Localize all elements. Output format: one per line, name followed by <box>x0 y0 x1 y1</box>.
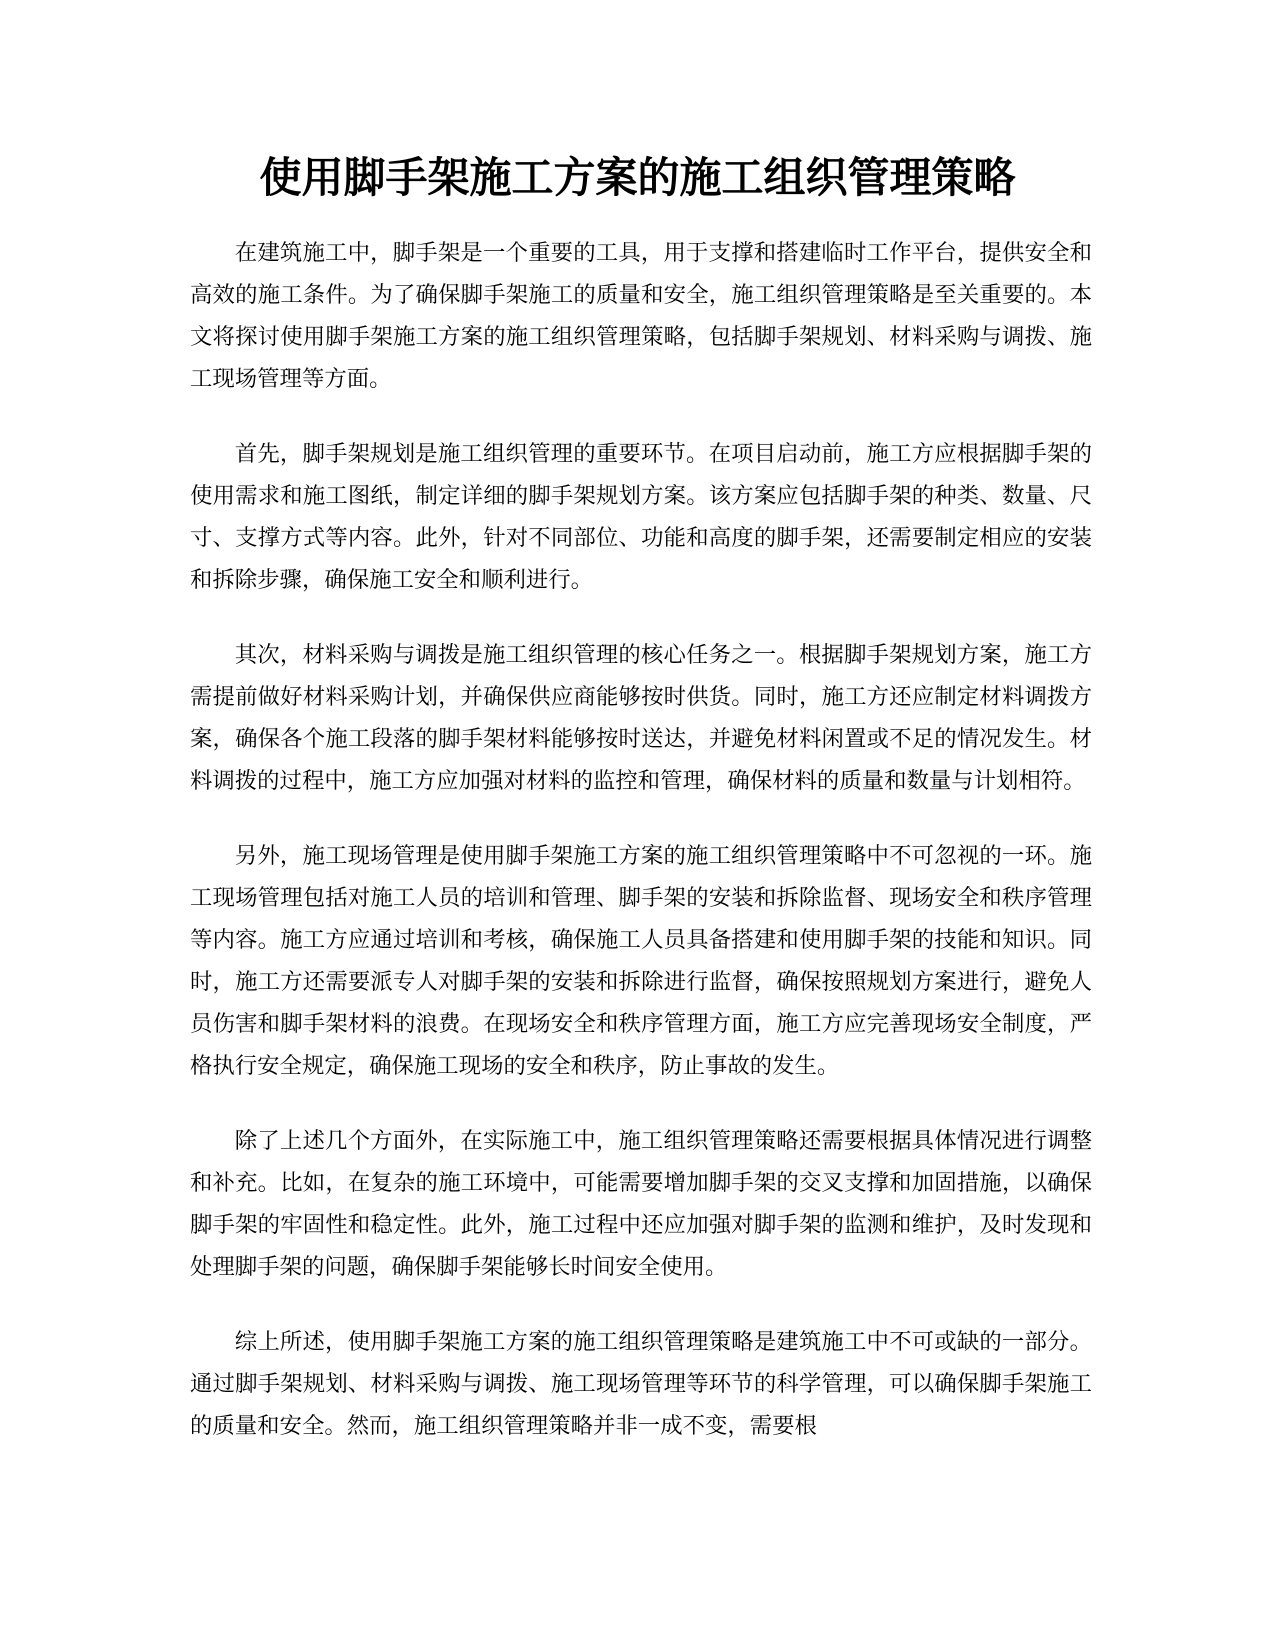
paragraph-2: 首先，脚手架规划是施工组织管理的重要环节。在项目启动前，施工方应根据脚手架的使用需求和施工图纸，制定详细的脚手架规划方案。该方案应包括脚手架的种类、数量、尺寸、支撑方式等内容。此外，针对不同部位、功能和高度的脚手架，还需要制定相应的安装和拆除步骤，确保施工安全和顺利进行。 <box>190 441 1092 593</box>
paragraph-1: 在建筑施工中，脚手架是一个重要的工具，用于支撑和搭建临时工作平台，提供安全和高效的施工条件。为了确保脚手架施工的质量和安全，施工组织管理策略是至关重要的。本文将探讨使用脚手架施工方案的施工组织管理策略，包括脚手架规划、材料采购与调拨、施工现场管理等方面。 <box>190 240 1092 392</box>
paragraph-6: 综上所述，使用脚手架施工方案的施工组织管理策略是建筑施工中不可或缺的一部分。通过脚手架规划、材料采购与调拨、施工现场管理等环节的科学管理，可以确保脚手架施工的质量和安全。然而，施工组织管理策略并非一成不变，需要根 <box>190 1329 1092 1439</box>
paragraph-3: 其次，材料采购与调拨是施工组织管理的核心任务之一。根据脚手架规划方案，施工方需提前做好材料采购计划，并确保供应商能够按时供货。同时，施工方还应制定材料调拨方案，确保各个施工段落的脚手架材料能够按时送达，并避免材料闲置或不足的情况发生。材料调拨的过程中，施工方应加强对材料的监控和管理，确保材料的质量和数量与计划相符。 <box>190 642 1092 794</box>
document-body <box>190 232 1092 1480</box>
paragraph-4: 另外，施工现场管理是使用脚手架施工方案的施工组织管理策略中不可忽视的一环。施工现场管理包括对施工人员的培训和管理、脚手架的安装和拆除监督、现场安全和秩序管理等内容。施工方应通过培训和考核，确保施工人员具备搭建和使用脚手架的技能和知识。同时，施工方还需要派专人对脚手架的安装和拆除进行监督，确保按照规划方案进行，避免人员伤害和脚手架材料的浪费。在现场安全和秩序管理方面，施工方应完善现场安全制度，严格执行安全规定，确保施工现场的安全和秩序，防止事故的发生。 <box>190 843 1092 1079</box>
document-title: 使用脚手架施工方案的施工组织管理策略 <box>259 153 1016 202</box>
paragraph-5: 除了上述几个方面外，在实际施工中，施工组织管理策略还需要根据具体情况进行调整和补充。比如，在复杂的施工环境中，可能需要增加脚手架的交叉支撑和加固措施，以确保脚手架的牢固性和稳定性。此外，施工过程中还应加强对脚手架的监测和维护，及时发现和处理脚手架的问题，确保脚手架能够长时间安全使用。 <box>190 1128 1092 1280</box>
